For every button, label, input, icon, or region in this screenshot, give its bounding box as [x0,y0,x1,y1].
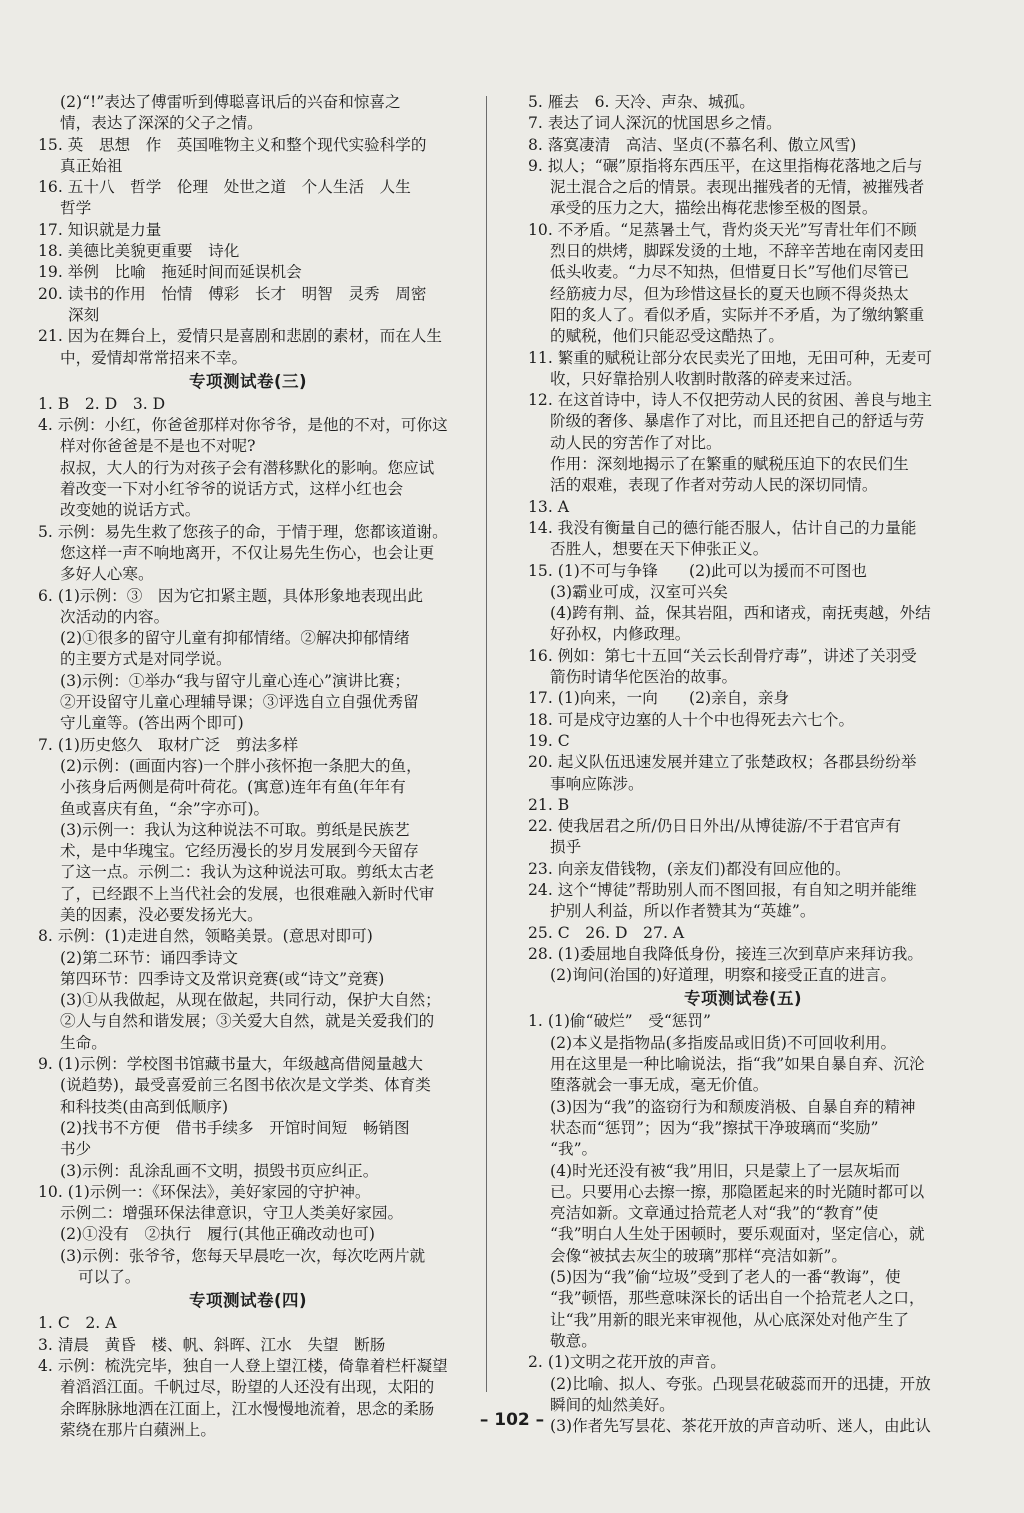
answer-line: (2)“!”表达了傅雷听到傅聪喜讯后的兴奋和惊喜之 [60,93,401,111]
answer-line: 第四环节：四季诗文及常识竞赛(或“诗文”竞赛) [60,969,385,988]
answer-line: (4)跨有荆、益，保其岩阻，西和诸戎，南抚夷越，外结 [550,604,931,623]
answer-line: 8. 落寞凄清 高洁、坚贞(不慕名利、傲立风雪) [528,135,857,154]
answer-line: 可以了。 [78,1268,141,1287]
answer-line: 着滔滔江面。千帆过尽，盼望的人还没有出现，太阳的 [60,1378,435,1397]
answer-line: 21. B [528,795,570,814]
answer-line: 13. A [528,497,570,516]
answer-line: 用在这里是一种比喻说法，指“我”如果自暴自弃、沉沦 [550,1055,925,1074]
answer-line: 箭伤时请华佗医治的故事。 [550,668,738,687]
answer-line: 22. 使我居君之所/仍日日外出/从博徒游/不于君官声有 [528,817,901,836]
answer-line: 术，是中华瑰宝。它经历漫长的岁月发展到今天留存 [60,842,419,861]
answer-line: 4. 示例：小红，你爸爸那样对你爷爷，是他的不对，可你这 [38,416,448,435]
answer-line: 5. 雁去 6. 天冷、声杂、城孤。 [528,93,755,111]
answer-line: “我”明白人生处于困顿时，要乐观面对，坚定信心，就 [550,1225,925,1244]
answer-line: 活的艰难，表现了作者对劳动人民的深切同情。 [550,476,878,495]
answer-line: 事响应陈涉。 [550,774,644,793]
answer-line: (2)①很多的留守儿童有抑郁情绪。②解决抑郁情绪 [60,629,410,648]
answer-line: 着改变一下对小红爷爷的说话方式，这样小红也会 [60,480,404,499]
answer-line: 20. 读书的作用 怡情 傅彩 长才 明智 灵秀 周密 [38,284,427,303]
answer-line: 小孩身后两侧是荷叶荷花。(寓意)连年有鱼(年年有 [60,778,406,797]
answer-line: 的主要方式是对同学说。 [60,650,232,669]
answer-line: 28. (1)委屈地自我降低身份，接连三次到草庐来拜访我。 [528,944,923,963]
column-divider [486,96,487,1392]
answer-line: 16. 例如：第七十五回“关云长刮骨疗毒”，讲述了关羽受 [528,646,917,665]
answer-line: 17. 知识就是力量 [38,220,162,239]
answer-line: 了，已经跟不上当代社会的发展，也很难融入新时代审 [60,884,435,903]
answer-line: 6. (1)示例：③ 因为它扣紧主题，具体形象地表现出此 [38,586,423,605]
answer-line: 否胜人，想要在天下伸张正义。 [550,540,769,559]
answer-line: 1. B 2. D 3. D [38,394,166,413]
answer-line: 堕落就会一事无成，毫无价值。 [550,1076,769,1095]
right-column [528,92,958,1437]
answer-line: 了这一点。示例二：我认为这种说法可取。剪纸太古老 [60,863,435,882]
answer-line: 损乎 [550,838,582,857]
answer-line: (说趋势)，最受喜爱前三名图书依次是文学类、体育类 [60,1076,431,1095]
answer-line: (4)时光还没有被“我”用旧，只是蒙上了一层灰垢而 [550,1161,900,1180]
section-heading: 专项测试卷(四) [188,1291,308,1311]
answer-line: 改变她的说话方式。 [60,501,201,520]
answer-line: 作用：深刻地揭示了在繁重的赋税压迫下的农民们生 [550,455,909,474]
answer-line: 25. C 26. D 27. A [528,923,685,942]
answer-line: 样对你爸爸是不是也不对呢? [60,437,256,456]
answer-line: 泥土混合之后的情景。表现出摧残者的无情，被摧残者 [550,178,925,197]
answer-line: 阳的炙人了。看似矛盾，实际并不矛盾，为了缴纳繁重 [550,305,925,324]
answer-line: 18. 美德比美貌更重要 诗化 [38,242,240,261]
answer-line: 8. 示例：(1)走进自然，领略美景。(意思对即可) [38,927,373,946]
answer-line: ②开设留守儿童心理辅导课；③评选自立自强优秀留 [60,693,419,712]
answer-line: (3)霸业可成，汉室可兴矣 [550,582,729,601]
answer-line: 14. 我没有衡量自己的德行能否服人，估计自己的力量能 [528,518,917,537]
answer-line: 余晖脉脉地洒在江面上，江水慢慢地流着，思念的柔肠 [60,1399,435,1418]
answer-line: (3)作者先写昙花、茶花开放的声音动听、迷人，由此认 [550,1417,931,1436]
answer-line: (2)①没有 ②执行 履行(其他正确改动也可) [60,1225,375,1244]
answer-line: 敬意。 [550,1331,597,1350]
answer-line: (3)示例：张爷爷，您每天早晨吃一次，每次吃两片就 [60,1246,426,1265]
answer-line: 和科技类(由高到低顺序) [60,1097,229,1116]
answer-line: 5. 示例：易先生救了您孩子的命，于情于理，您都该道谢。 [38,522,448,541]
left-column [38,92,458,1441]
answer-line: 17. (1)向来，一向 (2)亲自，亲身 [528,689,790,708]
answer-line: 动人民的穷苦作了对比。 [550,433,722,452]
answer-line: 19. C [528,731,570,750]
answer-line: 3. 清晨 黄昏 楼、帆、斜晖、江水 失望 断肠 [38,1335,386,1354]
answer-line: 哲学 [60,199,92,218]
answer-line: 20. 起义队伍迅速发展并建立了张楚政权；各郡县纷纷举 [528,753,917,772]
answer-line: 亮洁如新。文章通过拾荒老人对“我”的“教育”使 [550,1204,879,1223]
section-heading: 专项测试卷(五) [683,989,803,1009]
answer-line: 深刻 [68,305,100,324]
answer-line: 10. 不矛盾。“足蒸暑土气，背灼炎天光”写青壮年们不顾 [528,220,917,239]
answer-line: (2)询问(治国的)好道理，明察和接受正直的进言。 [550,966,897,985]
answer-line: (2)找书不方便 借书手续多 开馆时间短 畅销图 [60,1118,410,1137]
answer-line: 低头收麦。“力尽不知热，但惜夏日长”写他们尽管已 [550,263,910,282]
answer-line: 书少 [60,1140,92,1159]
answer-line: “我”。 [550,1140,598,1159]
answer-line: 4. 示例：梳洗完毕，独自一人登上望江楼，倚靠着栏杆凝望 [38,1356,448,1375]
answer-line: 阶级的奢侈、暴虐作了对比，而且还把自己的舒适与劳 [550,412,925,431]
answer-line: (3)示例：乱涂乱画不文明，损毁书页应纠正。 [60,1161,379,1180]
answer-line: 23. 向亲友借钱物，(亲友们)都没有回应他的。 [528,859,851,878]
answer-line: (3)示例：①举办“我与留守儿童心连心”演讲比赛； [60,671,410,690]
answer-line: 已。只要用心去擦一擦，那隐匿起来的时光随时都可以 [550,1182,925,1201]
answer-line: 烈日的烘烤，脚踩发烫的土地，不辞辛苦地在南冈麦田 [550,242,925,261]
answer-line: (5)因为“我”偷“垃圾”受到了老人的一番“教诲”，使 [550,1268,901,1287]
answer-line: 护别人利益，所以作者赞其为“英雄”。 [550,902,816,921]
answer-line: ②人与自然和谐发展；③关爱大自然，就是关爱我们的 [60,1012,435,1031]
answer-line: 承受的压力之大，描绘出梅花悲惨至极的图景。 [550,199,878,218]
answer-line: (2)本义是指物品(多指废品或旧货)不可回收利用。 [550,1033,897,1052]
answer-line: 10. (1)示例一：《环保法》，美好家园的守护神。 [38,1182,371,1201]
answer-line: 让“我”用新的眼光来审视他，从心底深处对他产生了 [550,1310,910,1329]
page-number: – 102 – [479,1410,545,1430]
answer-line: (2)示例：(画面内容)一个胖小孩怀抱一条肥大的鱼， [60,756,422,775]
answer-line: 守儿童等。(答出两个即可) [60,714,244,733]
answer-line: 次活动的内容。 [60,607,170,626]
answer-line: 7. (1)历史悠久 取材广泛 剪法多样 [38,735,299,754]
answer-line: (2)第二环节：诵四季诗文 [60,948,239,967]
answer-line: 真正始祖 [60,156,123,175]
section-heading: 专项测试卷(三) [188,371,308,391]
answer-line: 会像“被拭去灰尘的玻璃”那样“亮洁如新”。 [550,1246,847,1265]
answer-line: (3)①从我做起，从现在做起，共同行动，保护大自然； [60,991,441,1010]
answer-line: 瞬间的灿然美好。 [550,1395,675,1414]
answer-line: (3)示例一：我认为这种说法不可取。剪纸是民族艺 [60,820,410,839]
answer-line: 15. (1)不可与争锋 (2)此可以为援而不可图也 [528,561,868,580]
answer-line: 9. (1)示例：学校图书馆藏书量大，年级越高借阅量越大 [38,1055,423,1074]
answer-line: 鱼或喜庆有鱼，“余”字亦可)。 [60,799,270,818]
answer-line: 多好人心寒。 [60,565,154,584]
answer-line: 好孙权，内修政理。 [550,625,691,644]
answer-line: 状态而“惩罚”；因为“我”擦拭干净玻璃而“奖励” [550,1118,879,1137]
answer-line: 15. 英 思想 作 英国唯物主义和整个现代实验科学的 [38,135,427,154]
answer-line: (3)因为“我”的盗窃行为和颓废消极、自暴自弃的精神 [550,1097,916,1116]
answer-line: 9. 拟人；“碾”原指将东西压平，在这里指梅花落地之后与 [528,156,923,175]
answer-line: 美的因素，没必要发扬光大。 [60,905,263,924]
answer-line: 12. 在这首诗中，诗人不仅把劳动人民的贫困、善良与地主 [528,391,933,410]
answer-line: 16. 五十八 哲学 伦理 处世之道 个人生活 人生 [38,178,411,197]
answer-line: 24. 这个“博徒”帮助别人而不图回报，有自知之明并能维 [528,880,917,899]
answer-line: 叔叔，大人的行为对孩子会有潜移默化的影响。您应试 [60,458,435,477]
answer-line: 情，表达了深深的父子之情。 [60,114,263,133]
answer-line: 中，爱情却常常招来不幸。 [60,348,248,367]
answer-line: “我”顿悟，那些意味深长的话出自一个拾荒老人之口， [550,1289,925,1308]
answer-line: (2)比喻、拟人、夸张。凸现昙花破蕊而开的迅捷，开放 [550,1374,931,1393]
answer-line: 18. 可是戍守边塞的人十个中也得死去六七个。 [528,710,855,729]
answer-line: 21. 因为在舞台上，爱情只是喜剧和悲剧的素材，而在人生 [38,327,443,346]
answer-line: 的赋税，他们只能忍受这酷热了。 [550,327,784,346]
answer-line: 1. C 2. A [38,1314,117,1333]
answer-line: 示例二：增强环保法律意识，守卫人类美好家园。 [60,1204,404,1223]
answer-line: 1. (1)偷“破烂” 受“惩罚” [528,1012,711,1031]
answer-line: 萦绕在那片白蘋洲上。 [60,1420,216,1439]
answer-line: 19. 举例 比喻 拖延时间而延误机会 [38,263,302,282]
answer-line: 您这样一声不响地离开，不仅让易先生伤心，也会让更 [60,543,435,562]
answer-line: 2. (1)文明之花开放的声音。 [528,1353,726,1372]
answer-line: 11. 繁重的赋税让部分农民卖光了田地，无田可种，无麦可 [528,348,933,367]
answer-line: 生命。 [60,1033,107,1052]
answer-line: 经筋疲力尽，但为珍惜这昼长的夏天也顾不得炎热太 [550,284,909,303]
answer-line: 7. 表达了词人深沉的忧国思乡之情。 [528,114,782,133]
answer-line: 收，只好靠拾别人收割时散落的碎麦来过活。 [550,369,862,388]
